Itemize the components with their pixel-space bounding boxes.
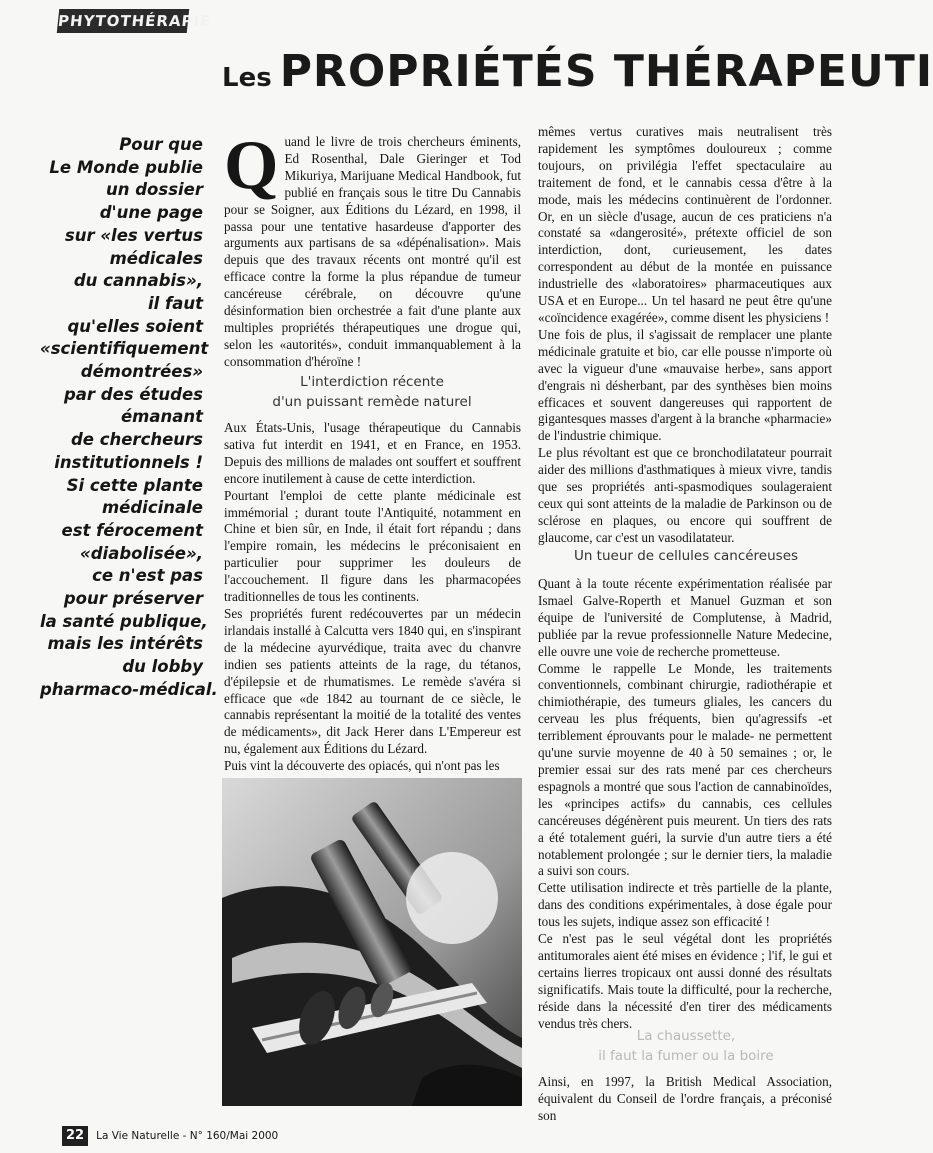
pullquote-line: démontrées»: [80, 362, 203, 382]
pullquote-line: institutionnels !: [54, 452, 203, 472]
pullquote-line: la santé publique,: [40, 611, 208, 631]
subhead-line: d'un puissant remède naturel: [272, 394, 472, 410]
pullquote-line: médicales: [109, 248, 203, 268]
pullquote-line: est férocement: [61, 520, 203, 540]
drop-cap: Q: [224, 127, 279, 204]
pullquote-line: Si cette plante: [66, 475, 203, 495]
pullquote-line: Pour que: [119, 135, 203, 154]
subhead-line: il faut la fumer ou la boire: [598, 1048, 774, 1064]
pullquote-line: qu'elles soient: [67, 316, 203, 336]
paragraph: Cette utilisation indirecte et très partielle de la plante, dans des conditions expérimentales, à dose égale pour tous les sujets, indique assez son efficacité !: [538, 880, 832, 930]
pullquote-line: il faut: [147, 293, 203, 313]
pullquote: [40, 134, 218, 702]
title-prefix: Les: [222, 63, 272, 93]
column-a-body: [224, 420, 521, 775]
microscope-photo: [222, 778, 522, 1106]
pullquote-line: «diabolisée»,: [80, 543, 203, 563]
paragraph: Pourtant l'emploi de cette plante médicinale est immémorial ; durant toute l'Antiquité, notamment en Chine et bien sûr, en Inde, il était fort répandu ; dans l'empire romain, les médecins le préconisaient en particulier pour supprimer les douleurs de l'accouchement. Il figure dans les pharmacopées traditionnelles de tous les continents.: [224, 487, 521, 605]
subhead-tueur: Un tueur de cellules cancéreuses: [573, 548, 799, 564]
paragraph: Aux États-Unis, l'usage thérapeutique du Cannabis sativa fut interdit en 1941, et en France, en 1953. Depuis des millions de malades ont souffert et souffrent encore inutilement à cause de cette interdiction.: [224, 420, 521, 486]
paragraph: Une fois de plus, il s'agissait de remplacer une plante médicinale gratuite et bio, car elle pousse n'importe où avec la vigueur d'une «mauvaise herbe», sans apport d'engrais ni désherbant, par des synthèses bien moins efficaces et souvent dangereuses qui rapportent de gigantesques masses d'argent à la branche «pharmacie» de l'industrie chimique.: [538, 326, 832, 444]
pullquote-line: d'une page: [99, 203, 203, 223]
title-main: PROPRIÉTÉS THÉRAPEUTI: [279, 46, 933, 97]
microscope-illustration: [222, 778, 522, 1106]
pullquote-line: par des études: [63, 384, 203, 404]
pullquote-line: du cannabis»,: [73, 271, 203, 291]
paragraph: uand le livre de trois chercheurs éminents, Ed Rosenthal, Dale Gieringer et Tod Mikuriya, Marijuane Medical Handbook, fut publié en français sous le titre Du Cannabis pour se Soigner, aux Éditions du Lézard, en 1998, il passa pour une tentative hasardeuse d'apporter des arguments aux partisans de sa «dépénalisation». Mais depuis que des travaux récents ont montré qu'il est efficace contre la forme la plus répandue de tumeur cancéreuse cérébrale, on découvre qu'une désinformation bien orchestrée a fait d'une plante aux multiples propriétés thérapeutiques une drogue qui, selon les «autorités», conduit immanquablement à la consommation d'héroïne !: [224, 134, 521, 369]
pullquote-line: «scientifiquement: [40, 339, 209, 359]
paragraph: Ce n'est pas le seul végétal dont les propriétés antitumorales aient été mises en évidence ; l'if, le gui et certains lierres tropicaux ont aussi donné des résultats significatifs. Mais toute la difficulté, pour la recherche, réside dans la nécessité d'en tirer des médicaments vendus très chers.: [538, 931, 832, 1031]
paragraph: Comme le rappelle Le Monde, les traitements conventionnels, combinant chirurgie, radiothérapie et chimiothérapie, des tumeurs gliales, les cancers du cerveau les plus fréquents, bien qu'agressifs -et terriblement éprouvants pour le malade- ne permettent qu'une survie moyenne de 40 à 50 semaines ; or, le premier essai sur des rats mené par ces chercheurs espagnols a montré que sous l'action de cannabinoïdes, les «principes actifs» du cannabis, ces cellules cancéreuses dégénèrent puis meurent. Un tiers des rats a été totalement guéri, la survie d'un autre tiers a été notablement prolongée ; sur le dernier tiers, la maladie a suivi son cours.: [538, 660, 832, 879]
column-b-body: [538, 576, 832, 1032]
paragraph: mêmes vertus curatives mais neutralisent très rapidement les symptômes douloureux ; comme toujours, on privilégia l'effet spectaculaire au traitement de fond, et le cannabis cessa d'être à la mode, mais les médecins continuèrent de l'ordonner. Or, en un siècle d'usage, aucun de ces praticiens n'a constaté sa «dangerosité», prétexte officiel de son interdiction, dont, curieusement, les dates correspondent au début de la montée en puissance industrielle des «laboratoires» pharmaceutiques aux USA et en Europe... Un tel hasard ne peut être qu'une «coïncidence exagérée», comme disent les physiciens !: [538, 124, 832, 325]
pullquote-line: sur «les vertus: [64, 225, 203, 245]
column-b-top: [538, 124, 832, 547]
paragraph: Le plus révoltant est que ce bronchodilatateur pourrait aider des millions d'asthmatiques à mieux vivre, tandis que ses propriétés anti-spasmodiques soulageraient ceux qui sont atteints de la maladie de Parkinson ou de sclérose en plaques, ou encore qui souffrent de glaucome, car c'est un vasodilatateur.: [538, 445, 832, 545]
pullquote-line: un dossier: [105, 180, 203, 200]
paragraph: Ainsi, en 1997, la British Medical Association, équivalent du Conseil de l'ordre français, a préconisé son: [538, 1074, 832, 1123]
subhead-line: L'interdiction récente: [300, 374, 444, 390]
pullquote-line: émanant: [120, 407, 203, 427]
paragraph: Quant à la toute récente expérimentation réalisée par Ismael Galve-Roperth et Manuel Guzman et son équipe de l'université de Complutense, à Madrid, publiée par la revue professionnelle Nature Medecine, elle ouvre une voie de recherche prometteuse.: [538, 576, 832, 659]
subhead-chaussette: [548, 1026, 824, 1066]
column-a-intro: [224, 127, 521, 371]
paragraph: Ses propriétés furent redécouvertes par un médecin irlandais installé à Calcutta vers 1840 qui, en s'inspirant de la médecine ayurvédique, traita avec du chanvre indien ses patients atteints de la rage, du tétanos, d'épilepsie et de rhumatismes. Le remède s'avéra si efficace que «de 1842 au tournant de ce siècle, le cannabis représentant la moitié de la totalité des ventes de médicaments», dit Jack Herer dans L'Empereur est nu, également aux Éditions du Lézard.: [224, 605, 521, 757]
pullquote-line: de chercheurs: [70, 430, 203, 450]
section-rubric: PHYTOTHÉRAPIE: [57, 9, 190, 33]
pullquote-line: médicinale: [101, 498, 203, 518]
pullquote-line: mais les intérêts: [47, 634, 203, 654]
subhead-interdiction: [234, 372, 510, 412]
pullquote-line: Le Monde publie: [49, 157, 203, 177]
publication-info: La Vie Naturelle - N° 160/Mai 2000: [96, 1130, 279, 1142]
paragraph: Puis vint la découverte des opiacés, qui n'ont pas les: [224, 758, 500, 774]
pullquote-line: pour préserver: [63, 589, 203, 609]
pullquote-line: pharmaco-médical.: [40, 679, 218, 699]
pullquote-line: du lobby: [122, 657, 203, 677]
article-title: [222, 44, 933, 100]
pullquote-line: ce n'est pas: [92, 566, 203, 586]
column-b-end: [538, 1074, 832, 1125]
page-footer: [62, 1126, 278, 1146]
subhead-line: La chaussette,: [636, 1028, 736, 1044]
page-number: 22: [62, 1126, 88, 1146]
